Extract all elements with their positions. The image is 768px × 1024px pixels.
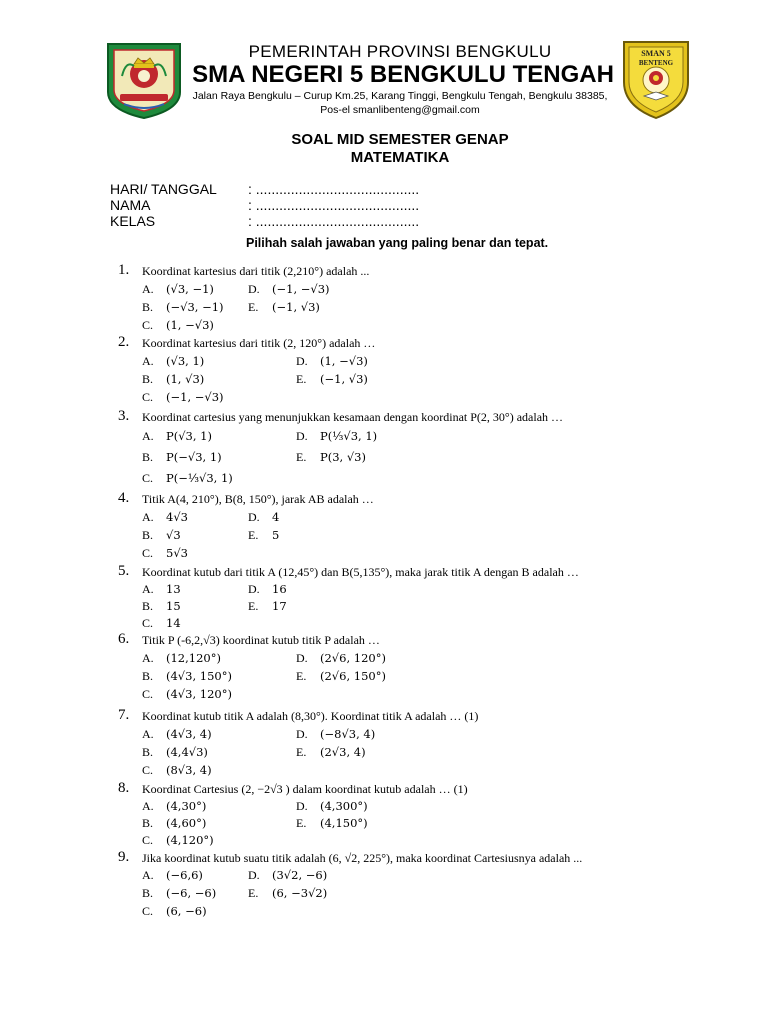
school-name: SMA NEGERI 5 BENGKULU TENGAH [192, 61, 614, 88]
question-number: 8. [118, 780, 130, 796]
option-letter: A. [142, 868, 154, 882]
option-text: 17 [272, 599, 287, 613]
option-text: (2√6, 150°) [320, 669, 386, 683]
option-text: 4 [272, 510, 280, 524]
option-letter: D. [296, 429, 308, 443]
option-a [142, 510, 188, 525]
option-letter: D. [248, 868, 260, 882]
option-letter: E. [296, 816, 307, 830]
option-text: 13 [166, 582, 181, 596]
question-number: 7. [118, 707, 130, 723]
field-label: NAMA [110, 197, 151, 213]
option-letter: C. [142, 318, 154, 332]
option-text: 15 [166, 599, 181, 613]
option-text: 14 [166, 616, 181, 630]
option-c [142, 616, 181, 631]
field-blank: : .......................................... [248, 213, 420, 229]
option-c [142, 318, 214, 333]
option-text: 16 [272, 582, 287, 596]
option-text: (4√3, 4) [166, 727, 212, 741]
option-letter: C. [142, 904, 154, 918]
province-emblem-icon [104, 40, 184, 120]
option-d [248, 582, 287, 597]
school-address: Jalan Raya Bengkulu – Curup Km.25, Karang Tinggi, Bengkulu Tengah, Bengkulu 38385, [192, 90, 608, 102]
option-letter: A. [142, 282, 154, 296]
option-letter: D. [296, 651, 308, 665]
option-letter: A. [142, 429, 154, 443]
option-b [142, 372, 204, 387]
option-text: (6, −6) [166, 904, 207, 918]
option-b [142, 528, 181, 543]
option-c [142, 546, 188, 561]
question-stem: Koordinat kutub dari titik A (12,45°) dan B(5,135°), maka jarak titik A dengan B adalah … [142, 565, 579, 579]
option-letter: B. [142, 669, 154, 683]
question-number: 6. [118, 631, 130, 647]
school-email: Pos-el smanlibenteng@gmail.com [320, 104, 480, 116]
option-text: (−1, −√3) [272, 282, 330, 296]
option-text: (8√3, 4) [166, 763, 212, 777]
option-letter: D. [248, 282, 260, 296]
option-letter: B. [142, 745, 154, 759]
option-text: (4,60°) [166, 816, 207, 830]
option-d [248, 868, 327, 883]
option-text: (−√3, −1) [166, 300, 224, 314]
exam-title: SOAL MID SEMESTER GENAP [291, 131, 509, 148]
option-b [142, 599, 181, 614]
option-c [142, 904, 207, 919]
question-number: 2. [118, 334, 130, 350]
option-letter: C. [142, 471, 154, 485]
option-text: (4√3, 120°) [166, 687, 232, 701]
option-text: (4√3, 150°) [166, 669, 232, 683]
option-e [296, 745, 366, 760]
option-a [142, 354, 204, 369]
option-text: √3 [166, 528, 181, 542]
school-logo-icon [620, 38, 692, 120]
option-text: P(⅓√3, 1) [320, 429, 378, 443]
option-e [296, 816, 368, 831]
option-text: (−8√3, 4) [320, 727, 376, 741]
option-b [142, 669, 232, 684]
question-stem: Koordinat kartesius dari titik (2,210°) adalah ... [142, 264, 370, 278]
option-letter: E. [296, 745, 307, 759]
option-text: (−6, −6) [166, 886, 217, 900]
option-letter: A. [142, 582, 154, 596]
option-c [142, 687, 232, 702]
option-letter: D. [296, 799, 308, 813]
option-letter: E. [296, 372, 307, 386]
option-d [296, 799, 368, 814]
option-d [248, 510, 279, 525]
option-text: 5√3 [166, 546, 188, 560]
option-d [296, 354, 368, 369]
question-number: 4. [118, 490, 130, 506]
option-letter: C. [142, 763, 154, 777]
option-d [296, 651, 386, 666]
option-text: (−1, −√3) [166, 390, 224, 404]
option-letter: A. [142, 510, 154, 524]
school-logo-text: SMAN 5 [641, 49, 671, 58]
field-blank: : .......................................... [248, 181, 420, 197]
option-letter: D. [296, 727, 308, 741]
option-a [142, 429, 212, 444]
field-label: KELAS [110, 213, 156, 229]
option-letter: E. [248, 528, 259, 542]
option-letter: D. [296, 354, 308, 368]
option-letter: B. [142, 300, 154, 314]
option-text: (2√6, 120°) [320, 651, 386, 665]
option-letter: B. [142, 450, 154, 464]
option-text: (1, √3) [166, 372, 205, 386]
option-letter: E. [248, 599, 259, 613]
option-text: (√3, 1) [166, 354, 205, 368]
option-letter: C. [142, 833, 154, 847]
option-text: (1, −√3) [320, 354, 368, 368]
question-stem: Koordinat cartesius yang menunjukkan kesamaan dengan koordinat P(2, 30°) adalah … [142, 410, 564, 424]
question-stem: Koordinat kutub titik A adalah (8,30°). Koordinat titik A adalah … (1) [142, 709, 479, 723]
field-blank: : .......................................... [248, 197, 420, 213]
option-b [142, 300, 224, 315]
option-text: (12,120°) [166, 651, 221, 665]
option-a [142, 799, 206, 814]
option-letter: C. [142, 546, 154, 560]
option-text: (4,120°) [166, 833, 214, 847]
option-c [142, 833, 214, 848]
option-text: (2√3, 4) [320, 745, 366, 759]
option-text: (−1, √3) [272, 300, 320, 314]
option-letter: A. [142, 727, 154, 741]
option-letter: B. [142, 528, 154, 542]
government-name: PEMERINTAH PROVINSI BENGKULU [248, 42, 552, 61]
instruction-text: Pilihah salah jawaban yang paling benar dan tepat. [246, 236, 549, 250]
option-text: (3√2, −6) [272, 868, 328, 882]
option-letter: D. [248, 510, 260, 524]
option-a [142, 651, 221, 666]
option-text: P(−⅓√3, 1) [166, 471, 233, 485]
option-text: P(√3, 1) [166, 429, 212, 443]
question-stem: Titik P (-6,2,√3) koordinat kutub titik P adalah … [142, 633, 380, 647]
question-stem: Jika koordinat kutub suatu titik adalah (6, √2, 225°), maka koordinat Cartesiusnya adalah ... [142, 851, 583, 865]
option-e [248, 599, 287, 614]
option-letter: B. [142, 886, 154, 900]
question-stem: Koordinat Cartesius (2, −2√3 ) dalam koordinat kutub adalah … (1) [142, 782, 468, 796]
option-text: (−6,6) [166, 868, 203, 882]
option-d [296, 727, 375, 742]
exam-subject: MATEMATIKA [350, 149, 450, 166]
option-letter: B. [142, 599, 154, 613]
option-text: (4,300°) [320, 799, 368, 813]
option-letter: E. [296, 450, 307, 464]
option-text: P(3, √3) [320, 450, 366, 464]
option-letter: D. [248, 582, 260, 596]
question-number: 9. [118, 849, 130, 865]
option-text: 4√3 [166, 510, 188, 524]
option-b [142, 450, 222, 465]
option-e [248, 528, 279, 543]
option-letter: C. [142, 390, 154, 404]
option-a [142, 582, 181, 597]
option-text: (−1, √3) [320, 372, 368, 386]
field-label: HARI/ TANGGAL [110, 181, 217, 197]
option-text: 5 [272, 528, 280, 542]
option-e [296, 450, 366, 465]
question-stem: Koordinat kartesius dari titik (2, 120°) adalah … [142, 336, 376, 350]
option-letter: C. [142, 616, 154, 630]
option-d [248, 282, 330, 297]
option-e [248, 886, 327, 901]
option-text: (4,30°) [166, 799, 207, 813]
option-a [142, 282, 214, 297]
option-b [142, 886, 216, 901]
option-text: P(−√3, 1) [166, 450, 222, 464]
question-number: 3. [118, 408, 130, 424]
svg-text:BENTENG: BENTENG [638, 59, 674, 67]
option-letter: E. [296, 669, 307, 683]
option-letter: C. [142, 687, 154, 701]
option-a [142, 727, 212, 742]
option-c [142, 471, 233, 486]
option-text: (4,150°) [320, 816, 368, 830]
option-letter: A. [142, 651, 154, 665]
question-number: 1. [118, 262, 130, 278]
option-letter: B. [142, 816, 154, 830]
option-a [142, 868, 203, 883]
question-number: 5. [118, 563, 130, 579]
option-text: (4,4√3) [166, 745, 208, 759]
option-b [142, 745, 208, 760]
option-text: (1, −√3) [166, 318, 214, 332]
option-b [142, 816, 206, 831]
option-text: (√3, −1) [166, 282, 214, 296]
option-e [296, 372, 368, 387]
option-e [296, 669, 386, 684]
option-letter: E. [248, 300, 259, 314]
option-c [142, 763, 212, 778]
option-c [142, 390, 224, 405]
question-stem: Titik A(4, 210°), B(8, 150°), jarak AB adalah … [142, 492, 374, 506]
option-text: (6, −3√2) [272, 886, 328, 900]
option-d [296, 429, 377, 444]
option-e [248, 300, 320, 315]
option-letter: E. [248, 886, 259, 900]
option-letter: A. [142, 799, 154, 813]
option-letter: B. [142, 372, 154, 386]
option-letter: A. [142, 354, 154, 368]
